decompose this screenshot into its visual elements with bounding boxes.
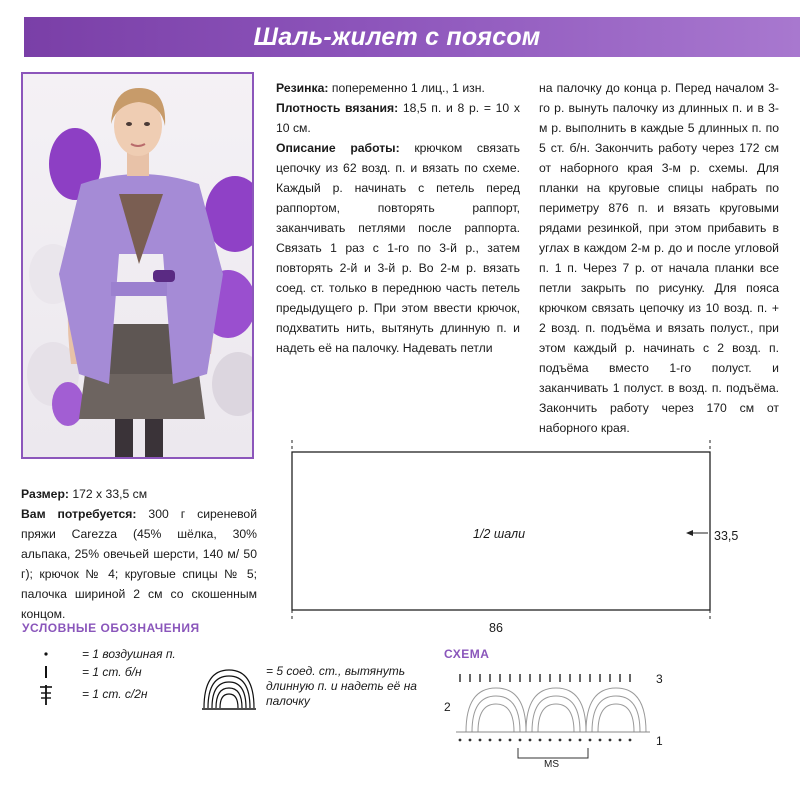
chain-stitch-icon	[40, 648, 52, 660]
legend-loop-text: = 5 соед. ст., вытянуть длинную п. и надеть её на палочку	[266, 664, 417, 708]
instructions-right-text: на палочку до конца р. Перед началом 3-го р. вынуть палочку из длинных п. и в 3-м р. выполнить в каждые 5 длинных п. по 5 ст. б/н. Закончить работу через 172 см от наборного края 3-м р. схемы. Для планки на круговые спицы набрать по периметру 876 п. и вязать круговыми рядами резинкой, при этом прибавить в углах в каждом 2-м р. до и после угловой п. 1 п. Через 7 р. от начала планки все петли закрыть по рисунку. Для пояса крючком связать цепочку из 10 возд. п. + 2 возд. п. подъёма и вязать полуст., при этом каждый р. начинать с 2 возд. п. подъёма вместо 1-го полуст. и заканчивать 1 полуст. в возд. п. подъёма. Закончить работу через 170 см от наборного края.	[539, 81, 779, 435]
page-title: Шаль-жилет с поясом	[253, 23, 541, 51]
schema-row-2: 2	[444, 700, 451, 714]
density-text: 18,5 п. и 8 р. = 10 х 10 см.	[276, 101, 520, 135]
legend-chain-text: = 1 воздушная п.	[82, 647, 176, 661]
schema-heading: СХЕМА	[444, 647, 490, 661]
schema-row-3: 3	[656, 672, 663, 686]
size-label: Размер:	[21, 487, 69, 501]
legend-single-text: = 1 ст. б/н	[82, 665, 142, 679]
work-text: крючком связать цепочку из 62 возд. п. и вязать по схеме. Каждый р. начинать с петель перед раппортом, повторять раппорт, заканчивать петлями после раппорта. Связать 1 раз с 1-го по 3-й р., затем повторять 2-й и 3-й р. Во 2-м р. вязать соед. ст. только в переднюю часть петель предыдущего р. При этом ввести крючок, подхватить нить, вытянуть длинную п. и надеть её на палочку. Надевать петли	[276, 141, 520, 355]
diagram-label: 1/2 шали	[473, 527, 526, 541]
long-loop-icon	[200, 664, 258, 716]
double-crochet-icon	[38, 684, 54, 706]
legend-heading: УСЛОВНЫЕ ОБОЗНАЧЕНИЯ	[22, 621, 200, 635]
work-label: Описание работы:	[276, 141, 400, 155]
size-text: 172 х 33,5 см	[68, 487, 148, 501]
instructions-middle	[276, 78, 520, 358]
diagram-width: 86	[489, 621, 503, 635]
legend-double-text: = 1 ст. с/2н	[82, 687, 148, 701]
size-materials	[21, 484, 257, 624]
schema-repeat-label: MS	[544, 759, 559, 770]
single-crochet-icon	[40, 664, 52, 680]
model-photo	[21, 72, 254, 459]
materials-text: 300 г сиреневой пряжи Carezza (45% шёлка, 30% альпака, 25% овечьей шерсти, 140 м/ 50 г); крючок № 4; круговые спицы № 5; палочка шириной 2 см со скошенным концом.	[21, 507, 258, 621]
instructions-right	[539, 78, 779, 438]
rib-text: попеременно 1 лиц., 1 изн.	[328, 81, 485, 95]
title-bar	[24, 17, 800, 57]
rib-label: Резинка:	[276, 81, 329, 95]
schema-row-1: 1	[656, 734, 663, 748]
density-label: Плотность вязания:	[276, 101, 399, 115]
materials-label: Вам потребуется:	[21, 507, 137, 521]
model-illustration	[23, 74, 254, 459]
diagram-height: 33,5	[714, 529, 739, 543]
